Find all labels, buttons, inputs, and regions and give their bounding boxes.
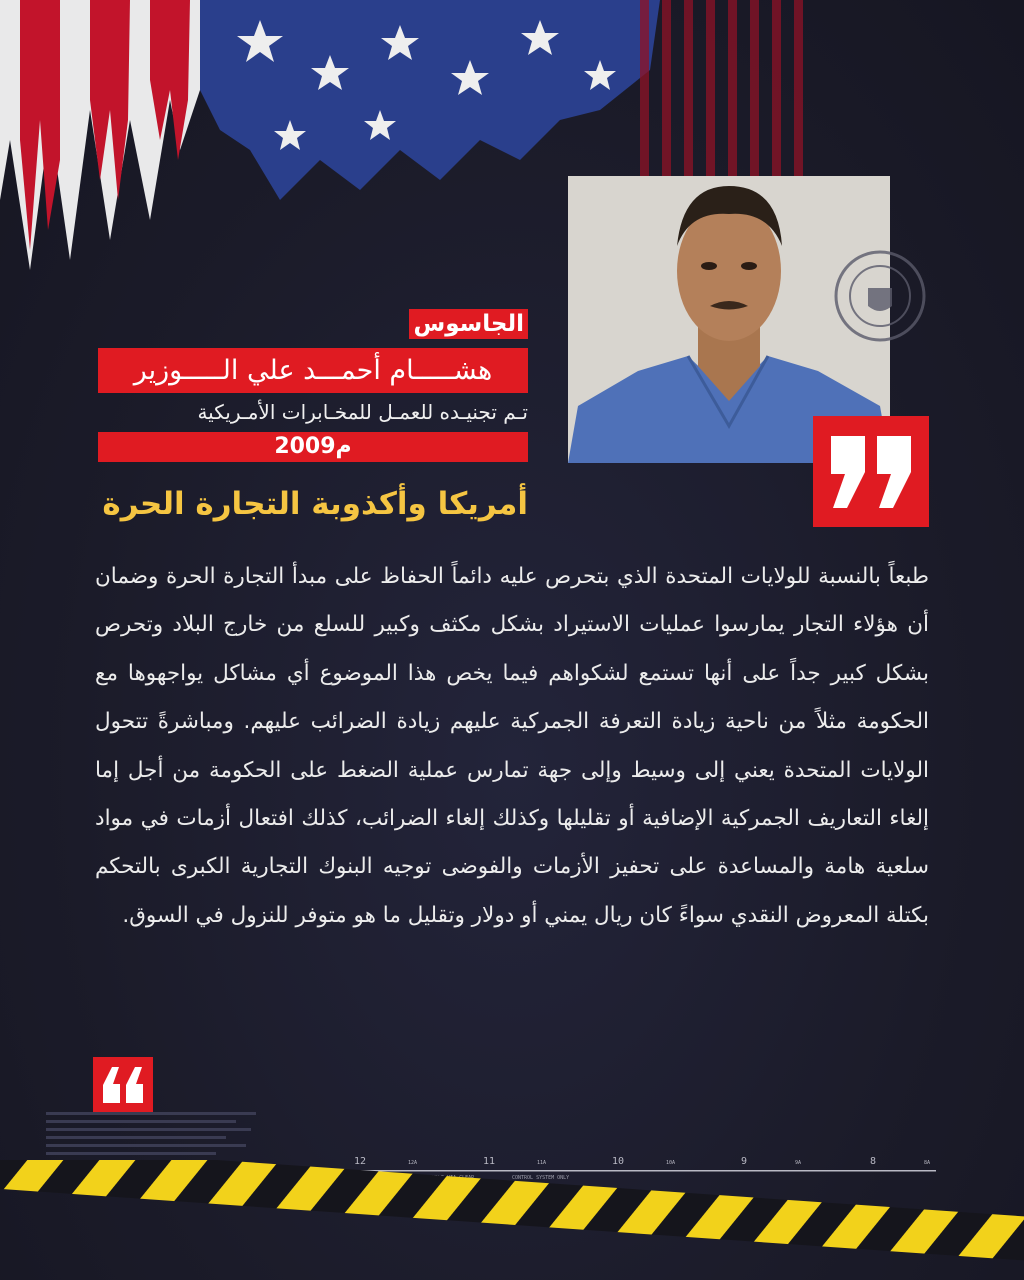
opening-quote-icon [93,1057,153,1113]
spy-name: هشـــــام أحمـــد علي الـــــوزير [98,348,528,393]
ruler-number: 9A [795,1160,802,1166]
ruler-number: 8 [870,1156,877,1167]
ruler-number: 11A [537,1160,547,1166]
ruler-number: 11 [483,1156,496,1167]
ruler-number: 10 [612,1156,625,1167]
ruler-number: 9 [741,1156,748,1167]
recruitment-year: 2009م [98,432,528,462]
recruitment-line: تـم تجنيـده للعمـل للمخـابرات الأمـريكية [197,400,528,424]
headline: أمريكا وأكذوبة التجارة الحرة [102,486,528,522]
ruler-number: 12A [408,1160,418,1166]
caution-tape [0,1160,1024,1280]
spy-label: الجاسوس [409,309,528,339]
ruler-caption: CONTROL SYSTEM ONLY [512,1175,570,1181]
faint-document-lines [46,1110,256,1165]
body-paragraph: طبعاً بالنسبة للولايات المتحدة الذي بتحرص عليه دائماً الحفاظ على مبدأ التجارة الحرة وضمان أن هؤلاء التجار يمارسوا عمليات الاستيراد بشكل مكثف وكبير للسلع من خارج البلاد وتحرص بشكل كبير جداً على أنها تستمع لشكواهم فيما يخص هذا الموضوع أي مشاكل يواجهوها مع الحكومة مثلاً من ناحية زيادة التعرفة الجمركية عليهم زيادة الضرائب عليهم. ومباشرةً تتحول الولايات المتحدة يعني إلى وسيط وإلى جهة تمارس عملية الضغط على الحكومة من أجل إما إلغاء التعاريف الجمركية الإضافية أو تقليلها وكذلك إلغاء الضرائب، كذلك افتعال أزمات في مواد سلعية هامة والمساعدة على تحفيز الأزمات والفوضى توجيه البنوك التجارية الكبرى بالتحكم بكتلة المعروض النقدي سواءً كان ريال يمني أو دولار وتقليل ما هو متوفر للنزول في السوق. [95,564,929,928]
ruler-number: 10A [666,1160,676,1166]
cia-seal-icon [834,250,926,342]
ruler-number: 8A [924,1160,931,1166]
closing-quote-icon [813,416,929,527]
ruler-number: 12 [354,1156,367,1167]
